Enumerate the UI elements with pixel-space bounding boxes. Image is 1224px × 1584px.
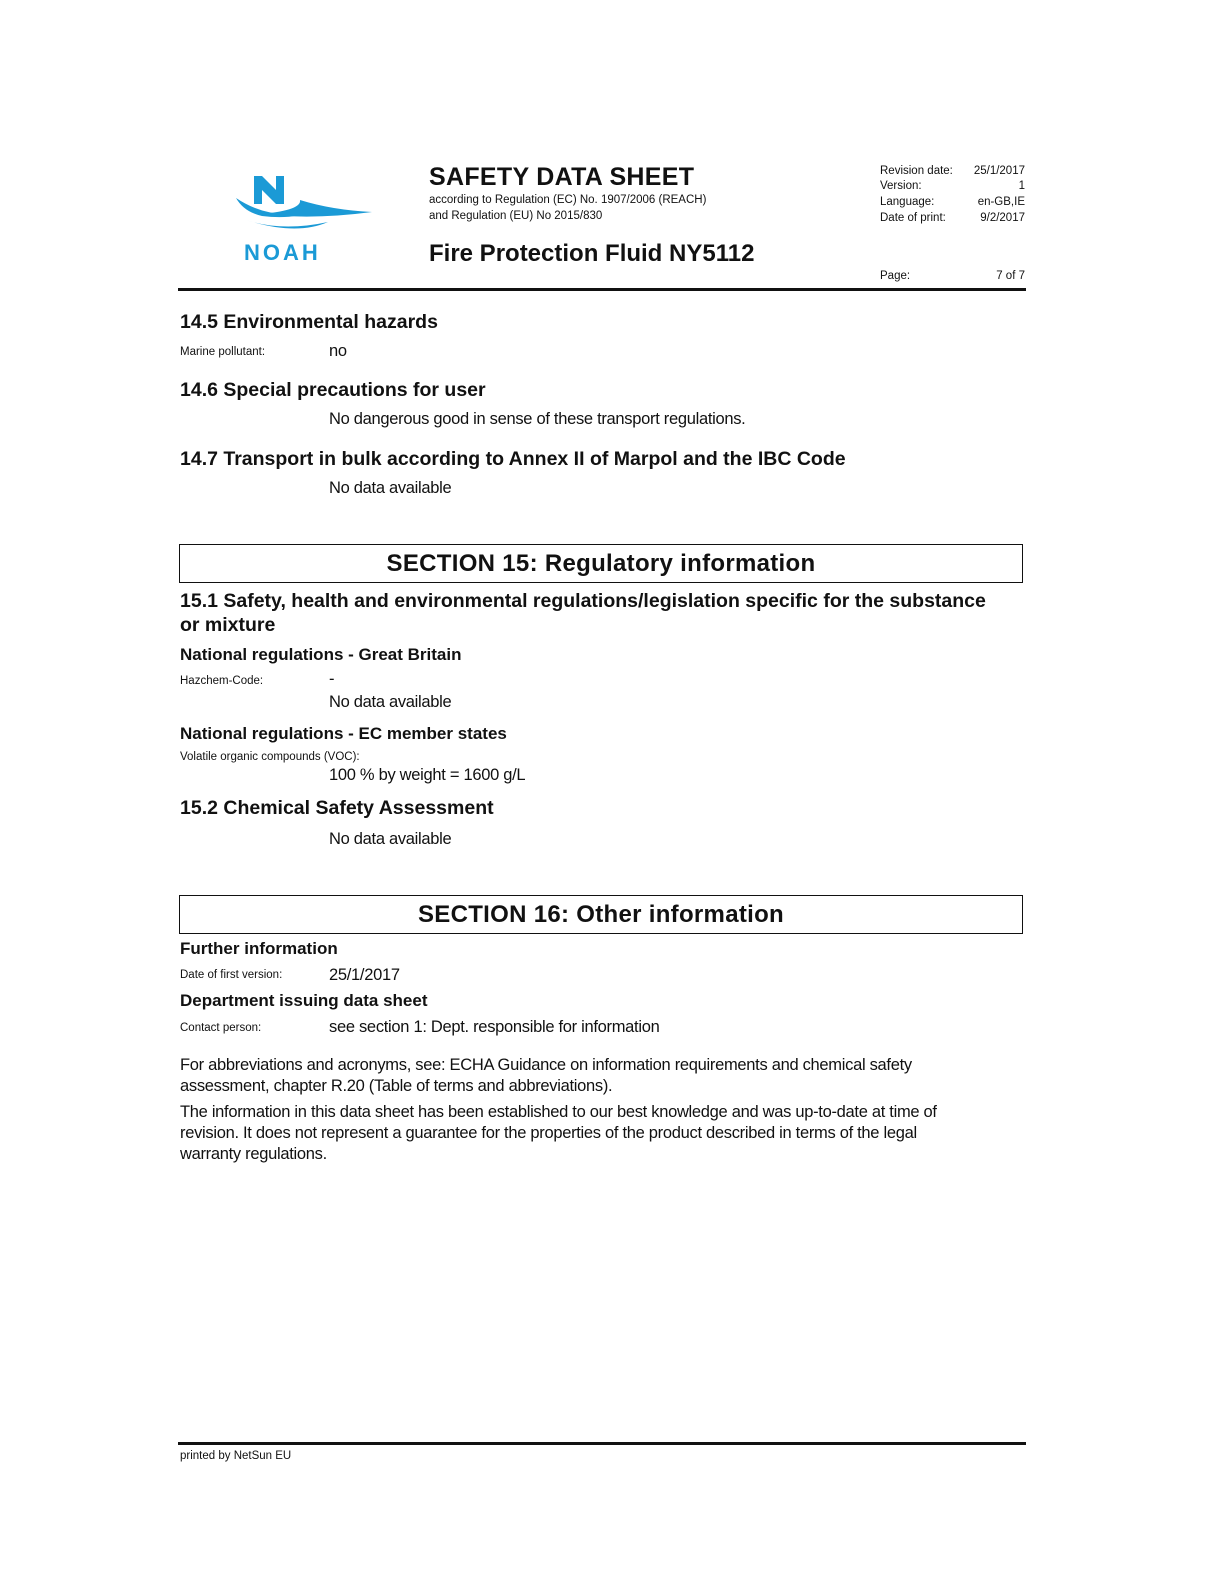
section-16-header xyxy=(179,895,1023,934)
gb-regulations-text: No data available xyxy=(329,693,452,711)
disclaimer-line-3: warranty regulations. xyxy=(180,1145,327,1163)
revision-date-label: Revision date: xyxy=(880,165,953,177)
voc-label: Volatile organic compounds (VOC): xyxy=(180,751,360,763)
printed-by-footer: printed by NetSun EU xyxy=(180,1450,292,1462)
voc-value: 100 % by weight = 1600 g/L xyxy=(329,766,526,784)
section-15-header xyxy=(179,544,1023,583)
chemical-safety-text: No data available xyxy=(329,830,452,848)
abbreviations-line-2: assessment, chapter R.20 (Table of terms and abbreviations). xyxy=(180,1077,613,1095)
noah-logo-mark xyxy=(232,170,377,270)
disclaimer-line-1: The information in this data sheet has been established to our best knowledge and was up-to-date at time of xyxy=(180,1103,937,1121)
heading-national-ec: National regulations - EC member states xyxy=(180,724,507,743)
document-title: SAFETY DATA SHEET xyxy=(429,163,695,191)
company-logo xyxy=(232,170,377,270)
disclaimer-paragraph xyxy=(180,1102,1020,1165)
heading-15-1-line1: 15.1 Safety, health and environmental regulations/legislation specific for the substance xyxy=(180,590,986,612)
heading-14-5: 14.5 Environmental hazards xyxy=(180,311,438,333)
transport-bulk-text: No data available xyxy=(329,479,452,497)
language-value: en-GB,IE xyxy=(977,196,1025,208)
print-date-value: 9/2/2017 xyxy=(980,212,1025,224)
footer-divider xyxy=(178,1442,1026,1445)
product-name: Fire Protection Fluid NY5112 xyxy=(429,240,755,267)
heading-14-7: 14.7 Transport in bulk according to Annex II of Marpol and the IBC Code xyxy=(180,448,846,470)
hazchem-code-value: - xyxy=(329,670,335,688)
page-label: Page: xyxy=(880,270,911,282)
marine-pollutant-label: Marine pollutant: xyxy=(180,346,266,358)
hazchem-code-label: Hazchem-Code: xyxy=(180,675,264,687)
contact-person-value: see section 1: Dept. responsible for information xyxy=(329,1018,660,1036)
section-15-title: SECTION 15: Regulatory information xyxy=(386,549,816,577)
heading-national-gb: National regulations - Great Britain xyxy=(180,645,462,664)
abbreviations-line-1: For abbreviations and acronyms, see: ECHA Guidance on information requirements and chemical safety xyxy=(180,1056,912,1074)
revision-date-value: 25/1/2017 xyxy=(973,165,1025,177)
section-16-title: SECTION 16: Other information xyxy=(417,900,785,928)
version-label: Version: xyxy=(880,180,922,192)
regulation-line-1: according to Regulation (EC) No. 1907/2006 (REACH) xyxy=(429,194,707,206)
heading-14-6: 14.6 Special precautions for user xyxy=(180,379,486,401)
print-date-label: Date of print: xyxy=(880,212,946,224)
abbreviations-paragraph xyxy=(180,1055,1020,1097)
marine-pollutant-value: no xyxy=(329,342,347,360)
disclaimer-line-2: revision. It does not represent a guarantee for the properties of the product described in terms of the legal xyxy=(180,1124,917,1142)
heading-department: Department issuing data sheet xyxy=(180,991,428,1010)
first-version-label: Date of first version: xyxy=(180,969,283,981)
first-version-value: 25/1/2017 xyxy=(329,966,400,984)
language-label: Language: xyxy=(880,196,935,208)
heading-15-2: 15.2 Chemical Safety Assessment xyxy=(180,797,494,819)
heading-further-information: Further information xyxy=(180,939,338,958)
regulation-line-2: and Regulation (EU) No 2015/830 xyxy=(429,210,603,222)
contact-person-label: Contact person: xyxy=(180,1022,262,1034)
header-divider xyxy=(178,288,1026,291)
special-precautions-text: No dangerous good in sense of these transport regulations. xyxy=(329,410,746,428)
heading-15-1-line2: or mixture xyxy=(180,614,276,636)
page-number: 7 of 7 xyxy=(996,270,1025,282)
version-value: 1 xyxy=(1018,180,1025,192)
logo-wordmark: NOAH xyxy=(244,240,321,265)
